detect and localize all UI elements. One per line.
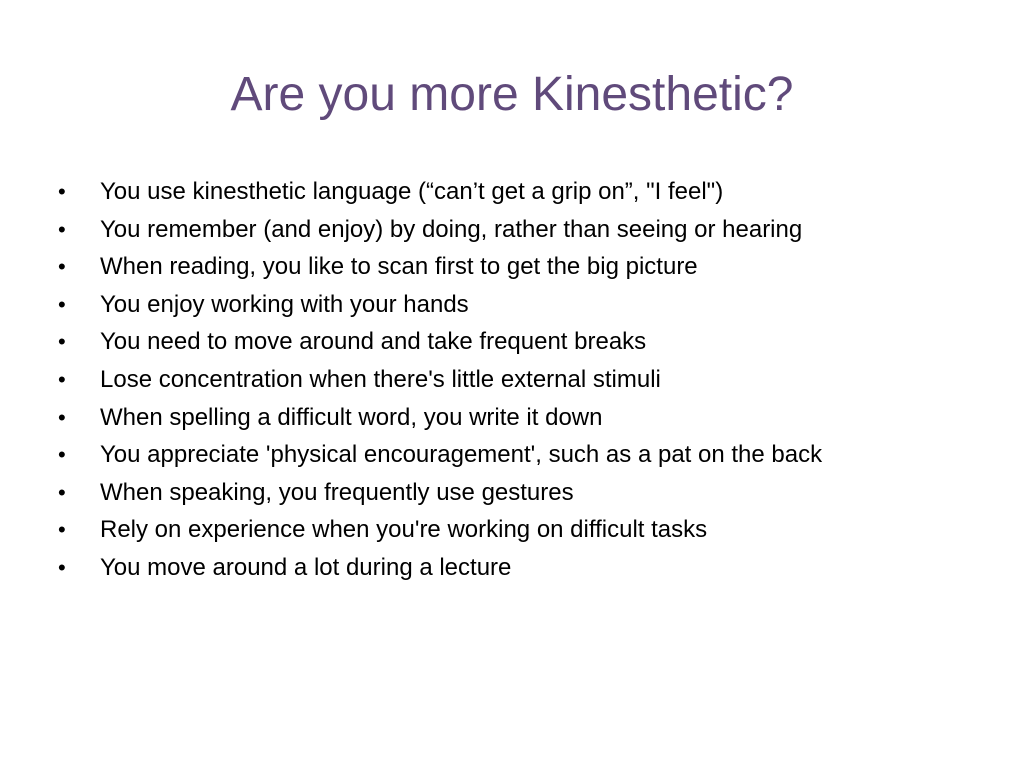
list-item-text: When speaking, you frequently use gestures [100,478,574,506]
list-item [58,441,1008,479]
list-item [58,291,1008,329]
bullet-icon: • [58,179,66,204]
list-item-text: You appreciate 'physical encouragement', such as a pat on the back [100,441,823,469]
list-item [58,404,1008,442]
list-item-text: You need to move around and take frequent breaks [100,328,647,356]
bullet-icon: • [58,517,66,543]
bullet-icon: • [58,329,66,355]
bullet-list [58,178,1008,592]
bullet-icon: • [58,291,66,317]
list-item [58,216,1008,254]
list-item [58,516,1008,554]
bullet-icon: • [58,442,66,468]
list-item-text: Rely on experience when you're working on difficult tasks [100,516,708,544]
list-item [58,178,1008,216]
bullet-icon: • [58,216,66,242]
list-item-text: You move around a lot during a lecture [100,553,512,581]
list-item-text: You enjoy working with your hands [100,290,469,318]
list-item-text: Lose concentration when there's little external stimuli [100,365,661,393]
list-item-text: You remember (and enjoy) by doing, rather than seeing or hearing [100,215,803,243]
list-item [58,554,1008,592]
list-item [58,479,1008,517]
list-item [58,253,1008,291]
bullet-icon: • [58,366,66,392]
list-item-text: You use kinesthetic language (“can’t get a grip on”, "I feel") [100,178,724,205]
bullet-icon: • [58,554,66,580]
slide-title: Are you more Kinesthetic? [230,68,794,121]
list-item [58,366,1008,404]
list-item [58,328,1008,366]
list-item-text: When spelling a difficult word, you write it down [100,403,603,431]
list-item-text: When reading, you like to scan first to get the big picture [100,253,698,281]
bullet-icon: • [58,479,66,505]
bullet-icon: • [58,404,66,430]
bullet-icon: • [58,254,66,280]
